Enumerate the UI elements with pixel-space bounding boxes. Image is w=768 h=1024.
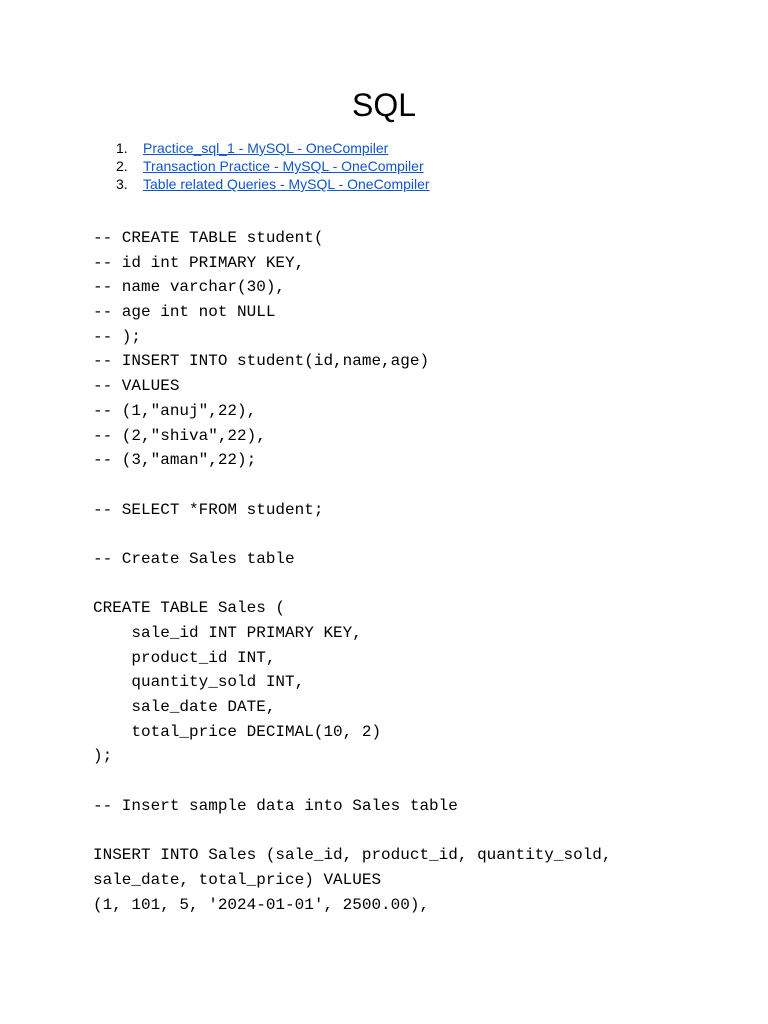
code-line: -- Insert sample data into Sales table	[93, 796, 458, 815]
link-table-related-queries[interactable]: Table related Queries - MySQL - OneCompiler	[143, 176, 430, 192]
code-block	[93, 226, 611, 917]
code-line: sale_date DATE,	[93, 698, 276, 717]
list-number: 1.	[116, 140, 128, 156]
code-line: sale_id INT PRIMARY KEY,	[93, 624, 362, 642]
code-line: -- age int not NULL	[93, 303, 276, 322]
link-list	[112, 139, 430, 193]
code-line: -- name varchar(30),	[93, 278, 286, 297]
page-title: SQL	[351, 87, 417, 123]
code-line: (1, 101, 5, '2024-01-01', 2500.00),	[93, 895, 430, 914]
code-line: -- (1,"anuj",22),	[93, 401, 257, 420]
code-line	[93, 769, 611, 794]
code-line: -- SELECT *FROM student;	[93, 500, 324, 519]
code-line: );	[93, 747, 113, 766]
code-line: -- );	[93, 327, 142, 346]
link-practice-sql-1[interactable]: Practice_sql_1 - MySQL - OneCompiler	[143, 140, 389, 156]
code-line: -- INSERT INTO student(id,name,age)	[93, 352, 430, 371]
list-number: 2.	[116, 158, 128, 174]
list-item	[112, 139, 430, 157]
list-item	[112, 175, 430, 193]
code-line: CREATE TABLE Sales (	[93, 599, 286, 618]
code-line	[93, 572, 611, 597]
code-line: INSERT INTO Sales (sale_id, product_id, quantity_sold,	[93, 846, 612, 865]
code-line: -- Create Sales table	[93, 549, 295, 568]
code-line: sale_date, total_price) VALUES	[93, 870, 382, 889]
code-line: quantity_sold INT,	[93, 673, 305, 692]
code-line	[93, 819, 611, 844]
code-line: total_price DECIMAL(10, 2)	[93, 722, 382, 741]
list-item	[112, 157, 430, 175]
list-number: 3.	[116, 176, 128, 192]
code-line: -- CREATE TABLE student(	[93, 229, 324, 247]
code-line	[93, 522, 611, 547]
link-transaction-practice[interactable]: Transaction Practice - MySQL - OneCompiler	[143, 158, 424, 174]
code-line: -- id int PRIMARY KEY,	[93, 253, 305, 272]
code-line: -- (3,"aman",22);	[93, 451, 257, 470]
code-line: product_id INT,	[93, 648, 276, 667]
code-line: -- VALUES	[93, 377, 180, 396]
code-line: -- (2,"shiva",22),	[93, 426, 266, 445]
code-line	[93, 473, 611, 498]
